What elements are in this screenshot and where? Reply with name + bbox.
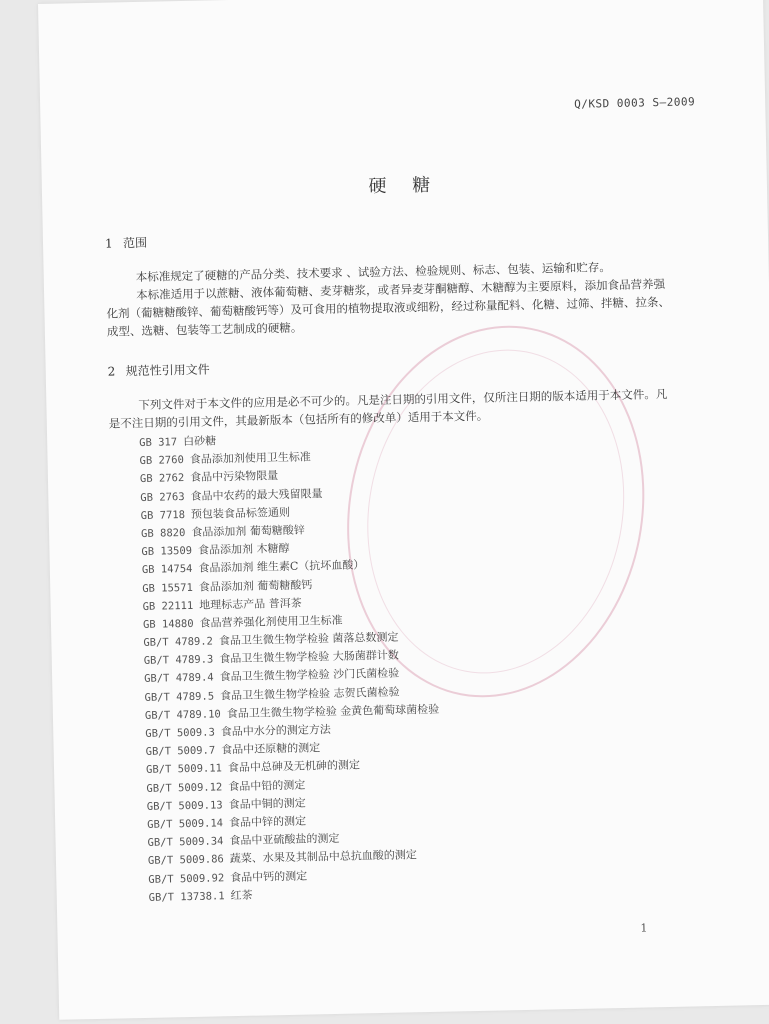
reference-name: 食品中锌的测定	[228, 814, 307, 830]
reference-code: GB/T 5009.12	[146, 780, 223, 795]
reference-code: GB 22111	[142, 599, 194, 613]
scope-paragraph-1: 本标准规定了硬糖的产品分类、技术要求 、试验方法、检验规则、标志、包装、运输和贮存。	[135, 260, 611, 285]
reference-code: GB/T 5009.11	[145, 762, 223, 777]
reference-code: GB 15571	[142, 581, 193, 595]
reference-name: 食品中农药的最大残留限量	[190, 486, 323, 503]
reference-name: 食品中亚硫酸盐的测定	[229, 831, 340, 848]
scope-paragraph-2: 本标准适用于以蔗糖、液体葡萄糖、麦芽糖浆，或者异麦芽酮糖醇、木糖醇为主要原料，添加食品营养强化剂（葡糖糖酸锌、葡萄糖酸钙等）及可食用的植物提取液或细粉，经过称量配料、化糖、过筛、拌糖、拉条、成型、选糖、包装等工艺制成的硬糖。	[106, 276, 671, 339]
reference-code: GB 2760	[139, 454, 184, 468]
reference-code: GB/T 5009.3	[145, 726, 215, 740]
reference-code: GB/T 5009.92	[148, 871, 225, 886]
reference-code: GB/T 5009.14	[147, 817, 224, 831]
reference-name: 食品中铜的测定	[228, 796, 306, 811]
scanned-sheet	[38, 0, 769, 1020]
reference-name: 食品添加剂 葡萄糖酸钙	[198, 577, 313, 594]
reference-name: 地理标志产品 普洱茶	[199, 596, 302, 612]
reference-name: 食品卫生微生物学检验 菌落总数测定	[218, 630, 399, 648]
reference-code: GB/T 13738.1	[148, 889, 225, 904]
reference-name: 食品添加剂使用卫生标准	[189, 450, 311, 467]
reference-name: 食品中污染物限量	[190, 469, 279, 485]
reference-name: 预包装食品标签通则	[190, 505, 291, 521]
reference-code: GB 14754	[141, 563, 193, 577]
reference-code: GB/T 5009.86	[147, 853, 224, 868]
reference-code: GB/T 4789.2	[143, 635, 214, 649]
reference-code: GB 8820	[140, 526, 186, 540]
reference-code: GB/T 5009.13	[146, 799, 223, 813]
reference-code: GB 14880	[142, 617, 194, 631]
reference-list	[139, 424, 649, 907]
reference-name: 食品卫生微生物学检验 沙门氏菌检验	[219, 667, 400, 684]
normative-intro: 下列文件对于本文件的应用是必不可少的。凡是注日期的引用文件，仅所注日期的版本适用于本文件。凡是不注日期的引用文件，其最新版本（包括所有的修改单）适用于本文件。	[108, 386, 668, 431]
reference-name: 红茶	[230, 888, 253, 902]
reference-code: GB/T 4789.5	[144, 690, 215, 704]
reference-name: 食品中铅的测定	[228, 778, 306, 793]
reference-name: 食品卫生微生物学检验 金黄色葡萄球菌检验	[226, 702, 440, 721]
section-heading-normative: 2 规范性引用文件	[107, 362, 210, 379]
reference-name: 食品添加剂 葡萄糖酸锌	[191, 523, 305, 539]
reference-code: GB/T 4789.10	[144, 708, 221, 722]
reference-name: 食品卫生微生物学检验 志贺氏菌检验	[219, 685, 400, 702]
reference-name: 白砂糖	[182, 434, 217, 449]
reference-code: GB/T 5009.34	[147, 835, 224, 850]
reference-name: 食品卫生微生物学检验 大肠菌群计数	[219, 648, 399, 666]
reference-code: GB/T 4789.4	[144, 671, 214, 686]
reference-code: GB/T 5009.7	[145, 744, 216, 759]
section-heading-scope: 1 范围	[104, 235, 148, 251]
reference-name: 食品中总砷及无机砷的测定	[227, 758, 361, 775]
reference-name: 食品中水分的测定方法	[220, 723, 331, 739]
reference-code: GB 2762	[139, 472, 185, 486]
reference-name: 食品中钙的测定	[230, 869, 308, 884]
reference-name: 食品中还原糖的测定	[221, 741, 321, 757]
reference-code: GB 13509	[141, 545, 193, 559]
reference-name: 食品添加剂 木糖醇	[197, 541, 290, 557]
reference-code: GB 2763	[140, 490, 185, 504]
reference-code: GB 317	[139, 436, 178, 449]
reference-name: 食品添加剂 维生素C（抗坏血酸）	[198, 558, 365, 576]
document-code: Q/KSD 0003 S—2009	[573, 95, 696, 111]
reference-name: 蔬菜、水果及其制品中总抗血酸的测定	[229, 848, 417, 866]
page-number: 1	[640, 921, 648, 935]
reference-code: GB 7718	[140, 508, 186, 522]
reference-code: GB/T 4789.3	[143, 653, 214, 668]
reference-name: 食品营养强化剂使用卫生标准	[199, 613, 343, 630]
document-title: 硬 糖	[368, 174, 441, 198]
